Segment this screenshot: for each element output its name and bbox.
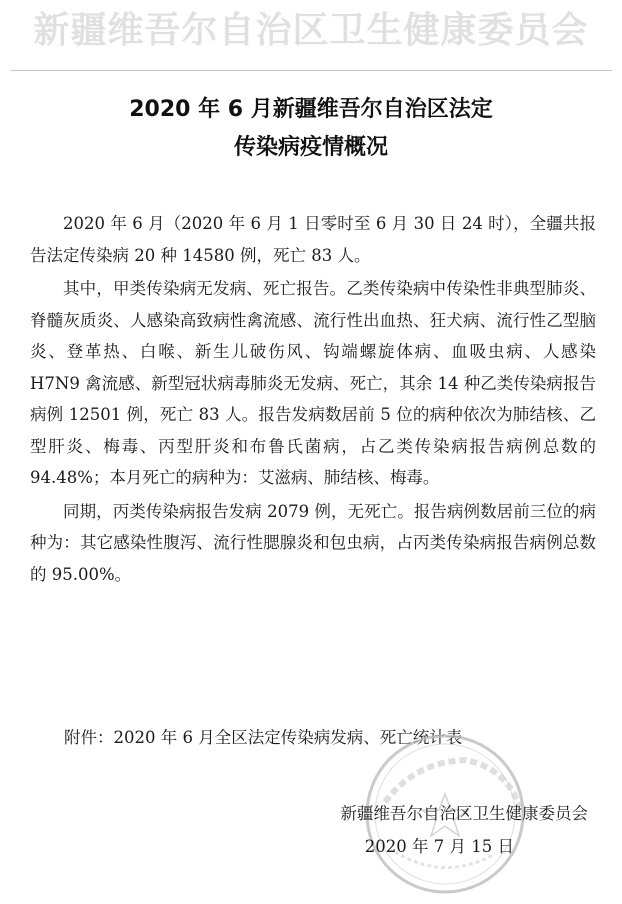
document-title-line-1: 2020 年 6 月新疆维吾尔自治区法定 bbox=[129, 97, 493, 122]
paragraph-summary: 2020 年 6 月（2020 年 6 月 1 日零时至 6 月 30 日 24 时），全疆共报告法定传染病 20 种 14580 例，死亡 83 人。 bbox=[30, 214, 596, 265]
letterhead: 新疆维吾尔自治区卫生健康委员会 bbox=[33, 9, 589, 51]
attachment-note: 附件：2020 年 6 月全区法定传染病发病、死亡统计表 bbox=[64, 728, 463, 747]
paragraph-class-c: 同期，丙类传染病报告发病 2079 例，无死亡。报告病例数居前三位的病种为：其它感染性腹泻、流行性腮腺炎和包虫病，占丙类传染病报告病例总数的 95.00%。 bbox=[30, 501, 596, 584]
signature-date: 2020 年 7 月 15 日 bbox=[364, 837, 514, 856]
document-title-line-2: 传染病疫情概况 bbox=[233, 135, 388, 160]
paragraph-class-a-b: 其中，甲类传染病无发病、死亡报告。乙类传染病中传染性非典型肺炎、脊髓灰质炎、人感染高致病性禽流感、流行性出血热、狂犬病、流行性乙型脑炎、登革热、白喉、新生儿破伤风、钩端螺旋体病、血吸虫病、人感染 H7N9 禽流感、新型冠状病毒肺炎无发病、死亡，其余 14 种乙类传染病报告病例 12501 例，死亡 83 人。报告发病数居前 5 位的病种依次为肺结核、乙型肝炎、梅毒、丙型肝炎和布鲁氏菌病，占乙类传染病报告病例总数的 94.48%；本月死亡的病种为：艾滋病、肺结核、梅毒。 bbox=[30, 279, 596, 487]
signature-organization: 新疆维吾尔自治区卫生健康委员会 bbox=[340, 804, 588, 823]
letterhead-divider bbox=[10, 70, 612, 71]
document-body bbox=[30, 208, 596, 590]
